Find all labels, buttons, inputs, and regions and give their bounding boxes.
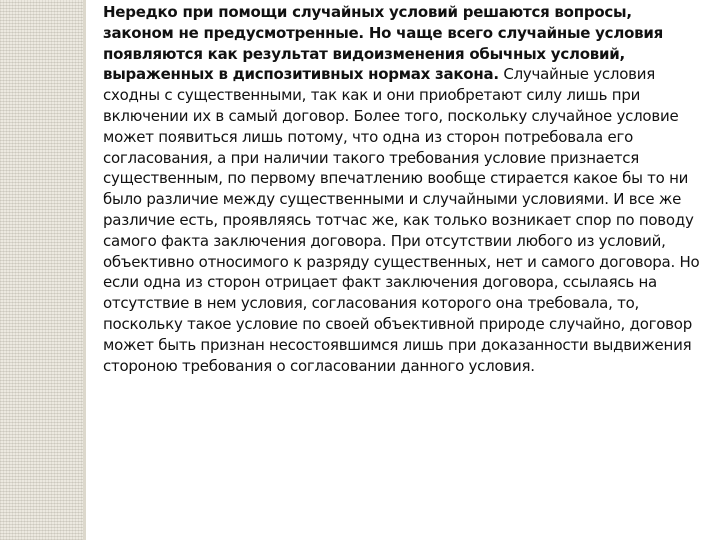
body-text: Случайные условия сходны с существенными, так как и они приобретают силу лишь при включении их в самый договор. Более того, поскольку случайное условие может появиться лишь потому, что одна из сторон потребовала его согласования, а при наличии такого требования условие признается существенным, по первому впечатлению вообще стирается какое бы то ни было различие между существенными и случайными условиями. И все же различие есть, проявляясь тотчас же, как только возникает спор по поводу самого факта заключения договора. При отсутствии любого из условий, объективно относимого к разряду существенных, нет и самого договора. Но если одна из сторон отрицает факт заключения договора, ссылаясь на отсутствие в нем условия, согласования которого она требовала, то, поскольку такое условие по своей объективной природе случайно, договор может быть признан несостоявшимся лишь при доказанности выдвижения стороною требования о согласовании данного условия. [103,65,700,375]
slide-text-block [103,2,703,376]
bold-lead-text: Нередко при помощи случайных условий решаются вопросы, законом не предусмотренные. Но чаще всего случайные условия появляются как результат видоизменения обычных условий, выраженных в диспозитивных нормах закона. [103,3,664,84]
slide-paragraph [103,2,703,376]
side-strip-edge [83,0,86,540]
decorative-side-strip [0,0,83,540]
